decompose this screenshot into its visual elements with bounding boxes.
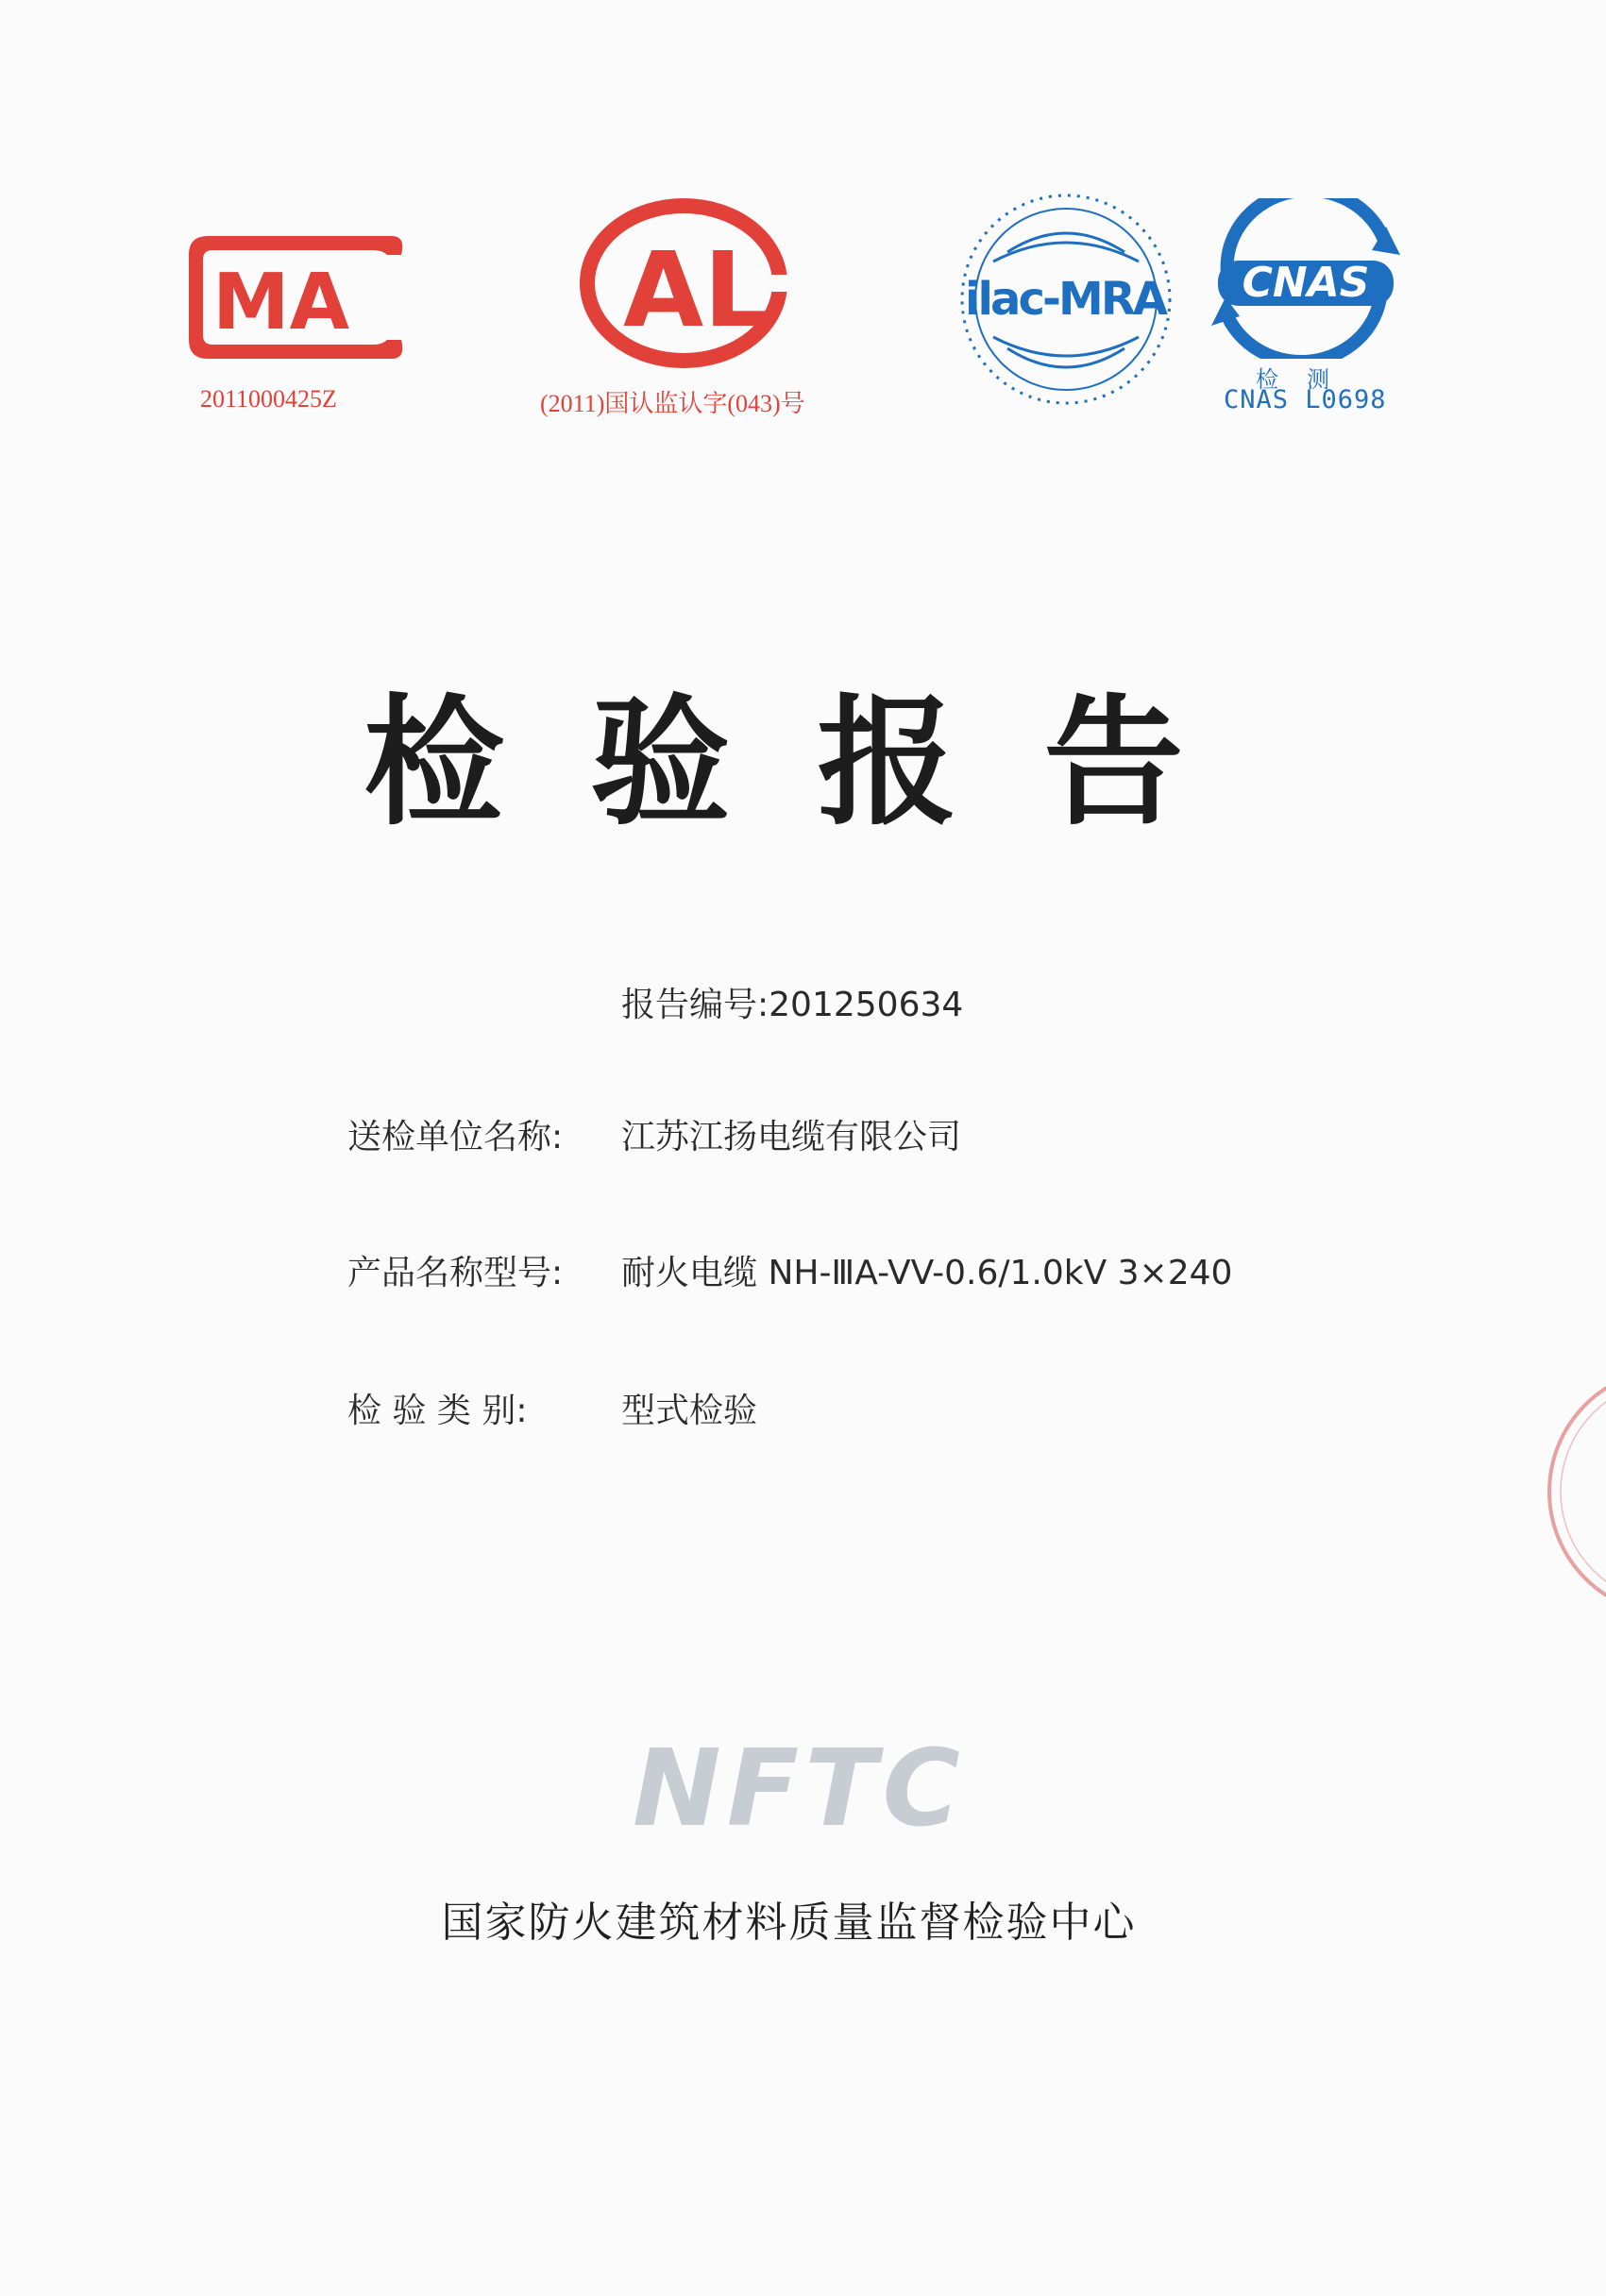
field-product (347, 1246, 1232, 1294)
report-title: 检验报告 (363, 680, 1271, 844)
field-client (347, 1110, 961, 1158)
cma-code: 2011000425Z (200, 385, 337, 413)
cnas-sub-cn: 检测 (1256, 366, 1358, 393)
cnas-code: CNAS L0698 (1224, 385, 1387, 414)
cal-logo (578, 194, 790, 373)
field-label: 检 验 类 别: (347, 1392, 528, 1430)
field-label: 产品名称型号: (347, 1254, 564, 1292)
ilac-mra-logo (955, 186, 1177, 413)
field-value: 江苏江扬电缆有限公司 (621, 1118, 962, 1156)
field-value: 型式检验 (621, 1392, 758, 1430)
ilac-mra-text: ilac-MRA (965, 273, 1168, 326)
seal-stamp (1530, 1359, 1606, 1628)
cma-logo (170, 227, 411, 368)
field-value: 耐火电缆 NH-ⅢA-VV-0.6/1.0kV 3×240 (621, 1254, 1233, 1292)
cnas-logo (1197, 198, 1414, 359)
report-number (621, 978, 963, 1026)
organization-name: 国家防火建筑材料质量监督检验中心 (441, 1899, 1137, 1947)
cal-code: (2011)国认监认字(043)号 (540, 390, 805, 417)
cma-logo-text: MA (212, 258, 350, 347)
nftc-watermark: NFTC (633, 1728, 966, 1850)
report-number-label: 报告编号: (621, 986, 769, 1024)
cnas-logo-text: CNAS (1242, 259, 1370, 307)
field-label: 送检单位名称: (347, 1118, 564, 1156)
report-number-value: 201250634 (769, 986, 964, 1024)
field-test-type (347, 1384, 757, 1432)
cal-logo-text: AL (623, 229, 770, 350)
